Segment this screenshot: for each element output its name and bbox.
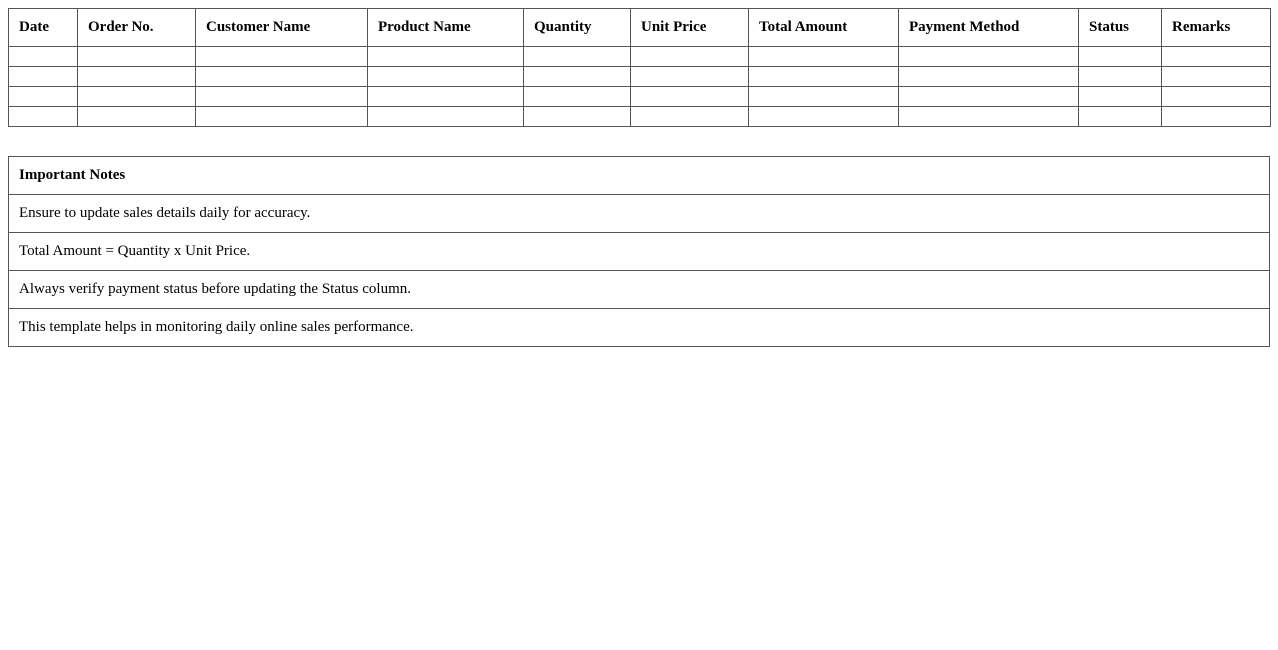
note-row <box>9 233 1270 271</box>
table-cell[interactable] <box>9 67 78 87</box>
table-cell[interactable] <box>749 107 899 127</box>
table-cell[interactable] <box>631 87 749 107</box>
table-row <box>9 67 1271 87</box>
column-header-status: Status <box>1079 9 1162 47</box>
note-text: Ensure to update sales details daily for accuracy. <box>9 195 1270 233</box>
table-cell[interactable] <box>78 47 196 67</box>
note-row <box>9 271 1270 309</box>
table-row <box>9 87 1271 107</box>
column-header-quantity: Quantity <box>524 9 631 47</box>
notes-header-row <box>9 157 1270 195</box>
sales-table <box>8 8 1271 127</box>
table-cell[interactable] <box>368 87 524 107</box>
table-cell[interactable] <box>524 67 631 87</box>
table-cell[interactable] <box>899 67 1079 87</box>
table-cell[interactable] <box>196 87 368 107</box>
column-header-total-amount: Total Amount <box>749 9 899 47</box>
table-cell[interactable] <box>899 87 1079 107</box>
table-cell[interactable] <box>631 67 749 87</box>
column-header-product-name: Product Name <box>368 9 524 47</box>
table-row <box>9 107 1271 127</box>
column-header-remarks: Remarks <box>1162 9 1271 47</box>
table-cell[interactable] <box>749 87 899 107</box>
table-cell[interactable] <box>9 107 78 127</box>
table-cell[interactable] <box>524 107 631 127</box>
column-header-date: Date <box>9 9 78 47</box>
column-header-order-no: Order No. <box>78 9 196 47</box>
table-cell[interactable] <box>9 87 78 107</box>
notes-title: Important Notes <box>9 157 1270 195</box>
table-cell[interactable] <box>196 67 368 87</box>
column-header-customer-name: Customer Name <box>196 9 368 47</box>
column-header-payment-method: Payment Method <box>899 9 1079 47</box>
note-text: Always verify payment status before updating the Status column. <box>9 271 1270 309</box>
table-cell[interactable] <box>1162 87 1271 107</box>
sales-table-header-row <box>9 9 1271 47</box>
table-cell[interactable] <box>749 47 899 67</box>
table-cell[interactable] <box>749 67 899 87</box>
table-cell[interactable] <box>1079 47 1162 67</box>
notes-table <box>8 156 1270 347</box>
table-cell[interactable] <box>78 87 196 107</box>
table-cell[interactable] <box>631 47 749 67</box>
table-cell[interactable] <box>1079 87 1162 107</box>
table-cell[interactable] <box>368 107 524 127</box>
table-cell[interactable] <box>1162 67 1271 87</box>
table-cell[interactable] <box>899 47 1079 67</box>
table-cell[interactable] <box>368 47 524 67</box>
column-header-unit-price: Unit Price <box>631 9 749 47</box>
table-row <box>9 47 1271 67</box>
sales-table-body <box>9 47 1271 127</box>
table-cell[interactable] <box>196 107 368 127</box>
note-text: This template helps in monitoring daily online sales performance. <box>9 309 1270 347</box>
table-cell[interactable] <box>1079 107 1162 127</box>
table-cell[interactable] <box>78 67 196 87</box>
table-cell[interactable] <box>524 87 631 107</box>
table-cell[interactable] <box>1162 47 1271 67</box>
table-cell[interactable] <box>1162 107 1271 127</box>
table-cell[interactable] <box>78 107 196 127</box>
table-cell[interactable] <box>524 47 631 67</box>
table-cell[interactable] <box>9 47 78 67</box>
table-cell[interactable] <box>196 47 368 67</box>
note-row <box>9 195 1270 233</box>
table-cell[interactable] <box>899 107 1079 127</box>
table-cell[interactable] <box>1079 67 1162 87</box>
note-row <box>9 309 1270 347</box>
note-text: Total Amount = Quantity x Unit Price. <box>9 233 1270 271</box>
table-cell[interactable] <box>631 107 749 127</box>
table-cell[interactable] <box>368 67 524 87</box>
